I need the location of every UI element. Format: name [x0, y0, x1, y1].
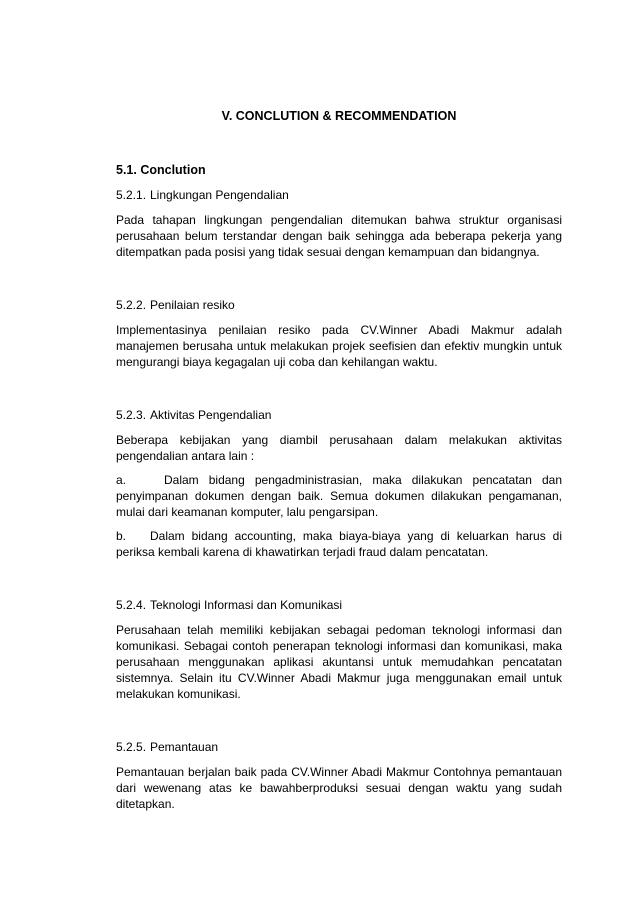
subsection-number: 5.2.2. — [116, 298, 147, 312]
paragraph: Perusahaan telah memiliki kebijakan sebagai pedoman teknologi informasi dan komunikasi. Sebagai contoh penerapan teknologi informasi dan komunikasi, maka perusahaan menggunakan aplikasi akuntansi untuk memudahkan pencatatan sistemnya. Selain itu CV.Winner Abadi Makmur juga menggunakan email untuk melakukan komunikasi. — [116, 623, 562, 701]
list-item — [116, 528, 562, 560]
subsection-title: Teknologi Informasi dan Komunikasi — [150, 598, 343, 612]
subsection-number: 5.2.5. — [116, 740, 147, 754]
subsection-pemantauan — [116, 739, 562, 812]
subsection-title: Penilaian resiko — [150, 298, 235, 312]
page-content — [116, 108, 562, 849]
subsection-number: 5.2.3. — [116, 408, 147, 422]
subsection-number: 5.2.1. — [116, 188, 147, 202]
list-item-text: Dalam bidang pengadministrasian, maka dilakukan pencatatan dan penyimpanan dokumen dengan baik. Semua dokumen dilakukan pengamanan, mulai dari keamanan komputer, lalu pengarsipan. — [116, 473, 562, 519]
subsection-teknologi-informasi — [116, 597, 562, 702]
subsection-number: 5.2.4. — [116, 598, 147, 612]
subsection-heading — [116, 297, 562, 313]
subsection-lingkungan-pengendalian — [116, 187, 562, 260]
section-title: 5.1. Conclution — [116, 163, 206, 177]
paragraph: Pemantauan berjalan baik pada CV.Winner Abadi Makmur Contohnya pemantauan dari wewenang atas ke bawahberproduksi sesuai dengan waktu yang sudah ditetapkan. — [116, 765, 562, 811]
subsection-title: Lingkungan Pengendalian — [150, 188, 289, 202]
subsection-heading — [116, 407, 562, 423]
subsection-heading — [116, 187, 562, 203]
list-item — [116, 472, 562, 520]
subsection-penilaian-resiko — [116, 297, 562, 370]
subsection-aktivitas-pengendalian — [116, 407, 562, 560]
chapter-title: V. CONCLUTION & RECOMMENDATION — [221, 109, 457, 123]
list-marker: a. — [116, 473, 127, 487]
subsection-heading — [116, 739, 562, 755]
paragraph: Pada tahapan lingkungan pengendalian ditemukan bahwa struktur organisasi perusahaan belum terstandar dengan baik sehingga ada beberapa pekerja yang ditempatkan pada posisi yang tidak sesuai dengan kemampuan dan bidangnya. — [116, 213, 562, 259]
list-marker: b. — [116, 529, 127, 543]
list-item-text: Dalam bidang accounting, maka biaya-biaya yang di keluarkan harus di periksa kembali karena di khawatirkan terjadi fraud dalam pencatatan. — [116, 529, 562, 559]
paragraph: Implementasinya penilaian resiko pada CV.Winner Abadi Makmur adalah manajemen berusaha untuk melakukan projek seefisien dan efektiv mungkin untuk mengurangi biaya kegagalan uji coba dan kehilangan waktu. — [116, 323, 562, 369]
subsection-heading — [116, 597, 562, 613]
subsection-title: Aktivitas Pengendalian — [150, 408, 272, 422]
paragraph-intro: Beberapa kebijakan yang diambil perusahaan dalam melakukan aktivitas pengendalian antara lain : — [116, 433, 562, 463]
subsection-title: Pemantauan — [150, 740, 219, 754]
